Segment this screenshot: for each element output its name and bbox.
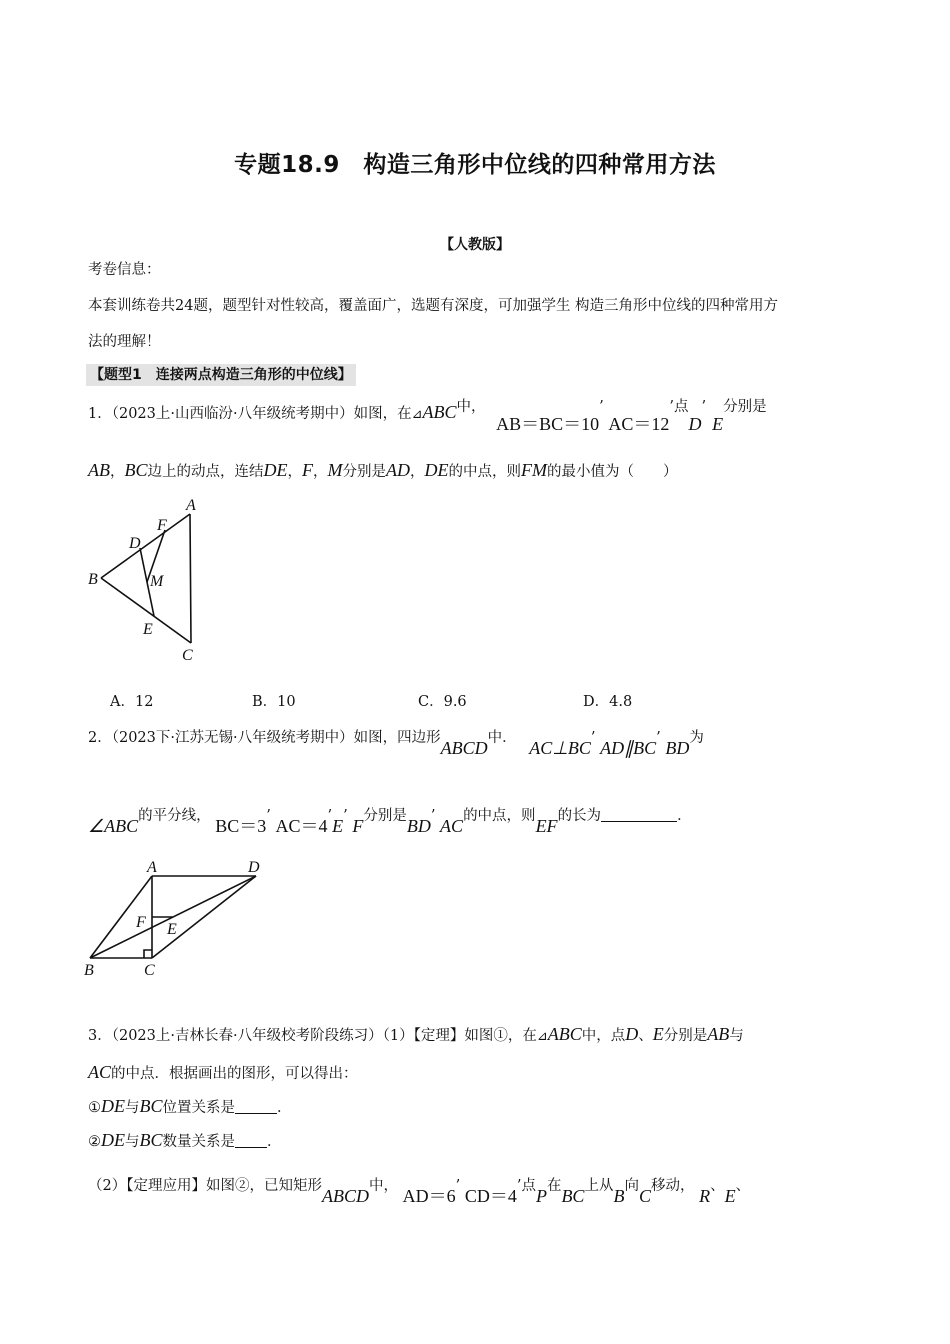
q3-line-2: AC的中点．根据画出的图形，可以得出：	[88, 1062, 358, 1082]
info-label: 考卷信息：	[88, 262, 161, 278]
q2-label-c: C	[144, 962, 155, 979]
q1-label-b: B	[88, 571, 98, 588]
q2-label-b: B	[84, 962, 94, 979]
q1-option-b: B．10	[252, 694, 296, 710]
q3-quantity-blank	[235, 1133, 267, 1148]
q1-line-1: 1．（2023上·山西临汾·八年级统考期中）如图，在⊿ABC中， AB＝BC＝10’ AC＝12’点D’E分别是	[88, 399, 767, 434]
q2-answer-blank	[601, 807, 677, 822]
q2-quadrilateral-figure	[80, 855, 280, 980]
q2-label-e: E	[167, 921, 177, 938]
q1-label-e: E	[143, 621, 153, 638]
q2-label-a: A	[147, 859, 157, 876]
q1-seg-ac	[190, 514, 191, 643]
q2-right-angle-mark	[144, 950, 152, 958]
section-header-type-1: 【题型1 连接两点构造三角形的中位线】	[86, 364, 356, 386]
q1-label-d: D	[129, 535, 141, 552]
q1-label-m: M	[150, 573, 164, 590]
q1-label-c: C	[182, 647, 193, 664]
q2-label-f: F	[136, 914, 146, 931]
q1-option-c: C．9.6	[418, 694, 467, 710]
q2-label-d: D	[248, 859, 260, 876]
q1-option-d: D．4.8	[583, 694, 633, 710]
page-title: 专题18.9 构造三角形中位线的四种常用方法	[234, 152, 716, 178]
q3-item-1: ①DE与BC位置关系是 ．	[88, 1096, 292, 1116]
q1-option-a: A．12	[110, 694, 154, 710]
q2-line-1: 2．（2023下·江苏无锡·八年级统考期中）如图，四边形ABCD中． AC⊥BC’ AD∥BC’ BD为	[88, 730, 704, 758]
q3-position-blank	[235, 1099, 277, 1114]
q1-label-a: A	[186, 497, 196, 514]
q3-line-part-2: （2）【定理应用】如图②，已知矩形ABCD中， AD＝6’ CD＝4’点P在BC上从B向C移动， R、E、	[88, 1178, 751, 1206]
q1-label-f: F	[157, 517, 167, 534]
intro-line-1: 本套训练卷共24题，题型针对性较高，覆盖面广，选题有深度，可加强学生 构造三角形中位线的四种常用方	[88, 298, 779, 314]
q3-line-1: 3．（2023上·吉林长春·八年级校考阶段练习）（1）【定理】如图①，在⊿ABC中，点D、E分别是AB与	[88, 1024, 744, 1044]
q1-triangle-figure	[80, 492, 210, 672]
edition-label: 【人教版】	[440, 237, 510, 253]
q1-line-2: AB，BC边上的动点，连结DE，F，M分别是AD，DE的中点，则FM的最小值为（ ）	[88, 460, 678, 480]
q3-item-2: ②DE与BC数量关系是 ．	[88, 1130, 282, 1150]
q1-seg-ab	[101, 514, 190, 578]
intro-line-2: 法的理解！	[88, 334, 161, 350]
q2-line-2: ∠ABC的平分线， BC＝3’ AC＝4’E’ F分别是BD’ AC的中点，则EF的长为 ．	[88, 808, 692, 836]
